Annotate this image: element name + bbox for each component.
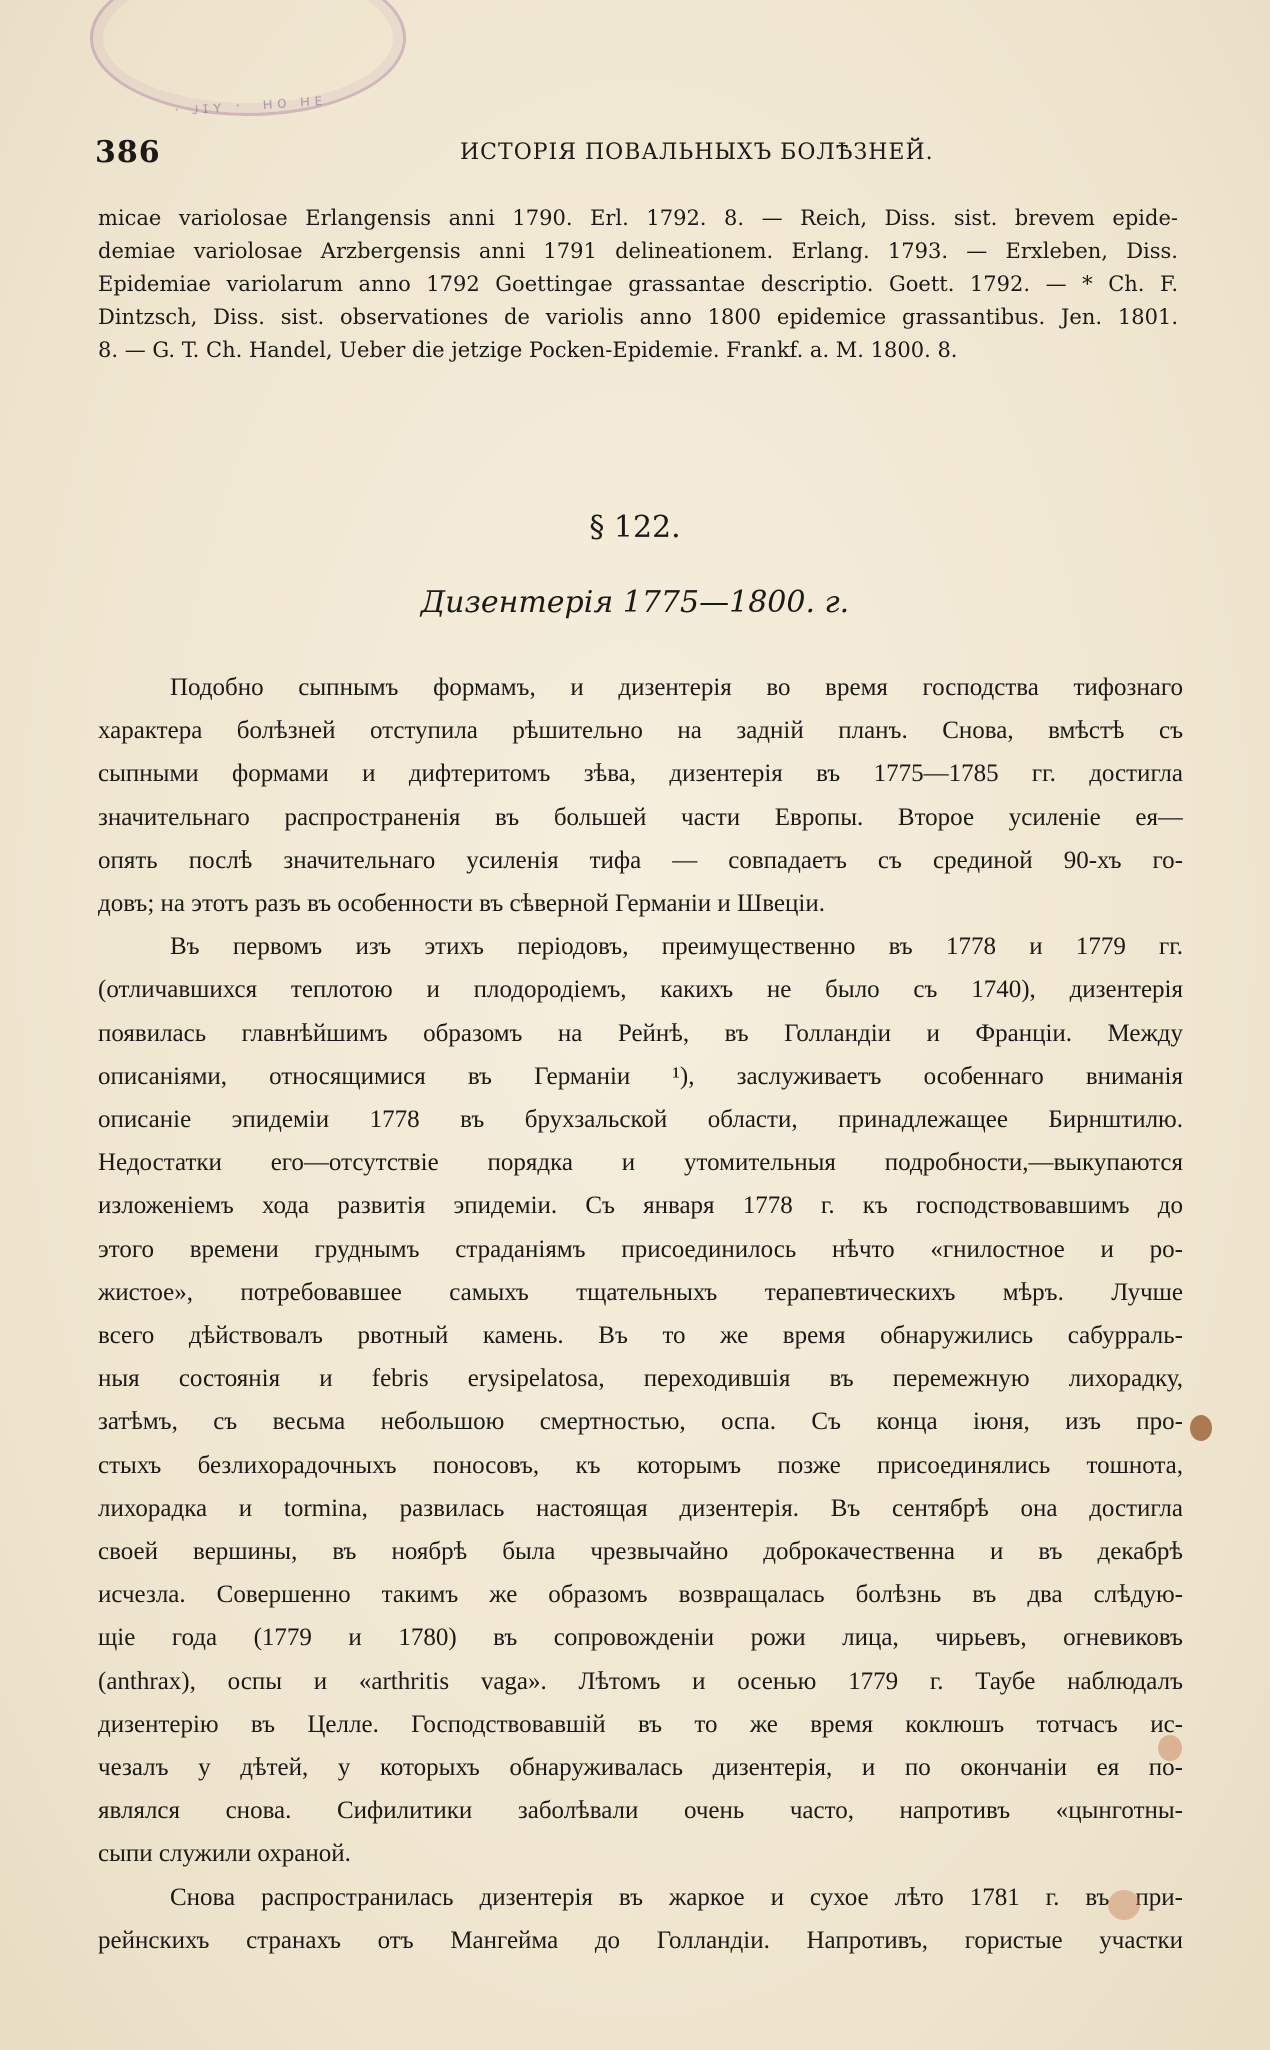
text-line: значительнаго распространенія въ большей части Европы. Второе усиленіе ея— (98, 803, 1183, 831)
text-line: Снова распространилась дизентерія въ жаркое и сухое лѣто 1781 г. въ при- (170, 1883, 1183, 1911)
text-line: (anthrax), оспы и «arthritis vaga». Лѣтомъ и осенью 1779 г. Таубе наблюдалъ (98, 1667, 1183, 1695)
body-text (98, 666, 1183, 1962)
ink-blot (1158, 1735, 1182, 1761)
text-line: сыпными формами и дифтеритомъ зѣва, дизентерія въ 1775—1785 гг. достигла (98, 760, 1183, 788)
text-line: лихорадка и tormina, развилась настоящая дизентерія. Въ сентябрѣ она достигла (98, 1494, 1183, 1522)
footnote-line: demiae variolosae Arzbergensis anni 1791 delineationem. Erlang. 1793. — Erxleben, Diss. (98, 239, 1178, 263)
text-line: жистое», потребовавшее самыхъ тщательныхъ терапевтическихъ мѣръ. Лучше (98, 1278, 1183, 1306)
text-line: Недостатки его—отсутствіе порядка и утомительныя подробности,—выкупаются (98, 1149, 1183, 1177)
text-line: довъ; на этотъ разъ въ особенности въ сѣверной Германіи и Швеціи. (98, 890, 825, 918)
text-line: этого времени груднымъ страданіямъ присоединилось нѣчто «гнилостное и ро- (98, 1235, 1183, 1263)
text-line: сыпи служили охраной. (98, 1840, 351, 1868)
footnote-line: Dintzsch, Diss. sist. observationes de variolis anno 1800 epidemice grassantibus. Jen. 1801. (98, 305, 1178, 329)
ink-blot (1108, 1890, 1140, 1920)
text-line: описаніями, относящимися въ Германіи ¹), заслуживаетъ особеннаго вниманія (98, 1062, 1183, 1090)
text-line: затѣмъ, съ весьма небольшою смертностью, оспа. Съ конца іюня, изъ про- (98, 1408, 1183, 1436)
section-title: Дизентерія 1775—1800. г. (420, 585, 850, 620)
footnote-continuation (98, 202, 1178, 367)
text-line: стыхъ безлихорадочныхъ поносовъ, къ которымъ позже присоединялись тошнота, (98, 1451, 1183, 1479)
running-head: ИСТОРІЯ ПОВАЛЬНЫХЪ БОЛѢЗНЕЙ. (460, 140, 934, 165)
text-line: (отличавшихся теплотою и плодородіемъ, какихъ не было съ 1740), дизентерія (98, 976, 1183, 1004)
footnote-line: micae variolosae Erlangensis anni 1790. Erl. 1792. 8. — Reich, Diss. sist. brevem epide- (98, 206, 1178, 230)
text-line: Подобно сыпнымъ формамъ, и дизентерія во время господства тифознаго (170, 674, 1183, 701)
text-line: Въ первомъ изъ этихъ періодовъ, преимущественно въ 1778 и 1779 гг. (170, 933, 1183, 961)
text-line: опять послѣ значительнаго усиленія тифа — совпадаетъ съ срединой 90-хъ го- (98, 846, 1183, 874)
footnote-line: Epidemiae variolarum anno 1792 Goettingae grassantae descriptio. Goett. 1792. — * Ch. F. (98, 272, 1178, 296)
text-line: всего дѣйствовалъ рвотный камень. Въ то же время обнаружились сабурраль- (98, 1322, 1183, 1350)
footnote-line: 8. — G. T. Ch. Handel, Ueber die jetzige Pocken-Epidemie. Frankf. a. M. 1800. 8. (98, 338, 958, 362)
text-line: исчезла. Совершенно такимъ же образомъ возвращалась болѣзнь въ два слѣдую- (98, 1581, 1183, 1609)
text-line: характера болѣзней отступила рѣшительно на задній планъ. Снова, вмѣстѣ съ (98, 717, 1183, 745)
text-line: своей вершины, въ ноябрѣ была чрезвычайно доброкачественна и въ декабрѣ (98, 1538, 1183, 1566)
text-line: щіе года (1779 и 1780) въ сопровожденіи рожи лица, чирьевъ, огневиковъ (98, 1624, 1183, 1652)
text-line: рейнскихъ странахъ отъ Мангейма до Голландіи. Напротивъ, гористые участки (98, 1926, 1183, 1954)
text-line: изложеніемъ хода развитія эпидеміи. Съ января 1778 г. къ господствовавшимъ до (98, 1192, 1183, 1220)
ink-blot (1190, 1415, 1212, 1441)
section-number: § 122. (589, 510, 681, 545)
text-line: появилась главнѣйшимъ образомъ на Рейнѣ, въ Голландіи и Франціи. Между (98, 1019, 1183, 1047)
text-line: ныя состоянія и febris erysipelatosa, переходившія въ перемежную лихорадку, (98, 1365, 1183, 1393)
text-line: дизентерію въ Целле. Господствовавшій въ то же время коклюшъ тотчасъ ис- (98, 1710, 1183, 1738)
text-line: чезалъ у дѣтей, у которыхъ обнаруживалась дизентерія, и по окончаніи ея по- (98, 1754, 1183, 1782)
text-line: описаніе эпидеміи 1778 въ брухзальской области, принадлежащее Бирнштилю. (98, 1106, 1183, 1134)
library-stamp-mark: · ᴊɪʏ · ʜᴏ ʜᴇ (173, 89, 327, 120)
text-line: являлся снова. Сифилитики заболѣвали очень часто, напротивъ «цынготны- (98, 1797, 1183, 1825)
page-number: 386 (95, 135, 161, 170)
